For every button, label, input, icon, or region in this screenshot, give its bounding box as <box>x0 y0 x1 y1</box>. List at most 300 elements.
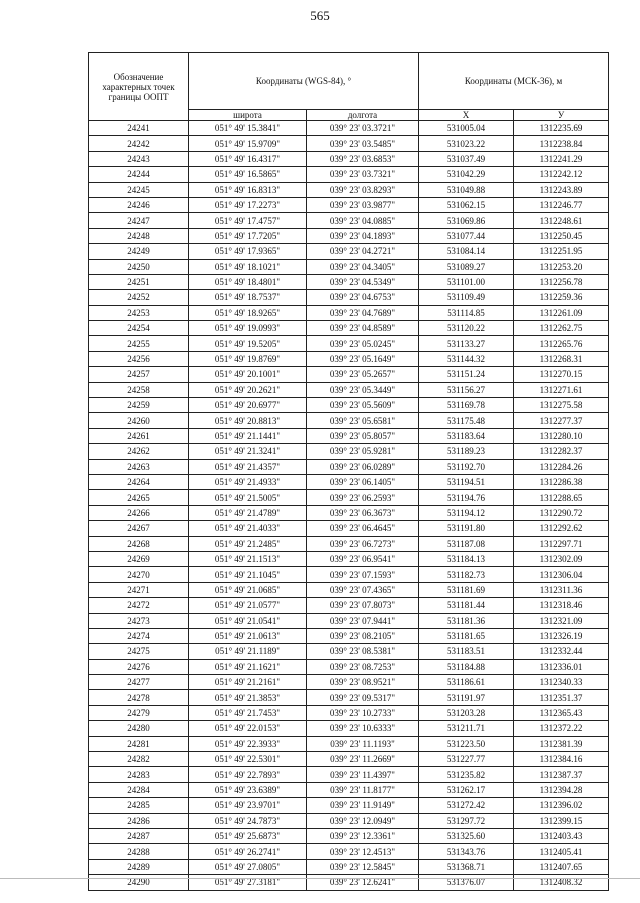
latitude-cell: 051° 49' 18.1021" <box>189 259 307 274</box>
y-cell: 1312394.28 <box>514 782 609 797</box>
boundary-points-table <box>88 52 609 891</box>
y-cell: 1312311.36 <box>514 582 609 597</box>
latitude-cell: 051° 49' 22.3933" <box>189 736 307 751</box>
x-cell: 531062.15 <box>419 197 514 212</box>
x-cell: 531181.36 <box>419 613 514 628</box>
point-id-cell: 24281 <box>89 736 189 751</box>
point-id-cell: 24290 <box>89 875 189 890</box>
x-cell: 531175.48 <box>419 413 514 428</box>
x-cell: 531084.14 <box>419 244 514 259</box>
table-body <box>89 121 609 891</box>
longitude-cell: 039° 23' 04.6753" <box>307 290 419 305</box>
x-cell: 531189.23 <box>419 444 514 459</box>
latitude-cell: 051° 49' 16.8313" <box>189 182 307 197</box>
y-cell: 1312396.02 <box>514 798 609 813</box>
point-id-cell: 24255 <box>89 336 189 351</box>
point-id-cell: 24265 <box>89 490 189 505</box>
table-row <box>89 521 609 536</box>
latitude-cell: 051° 49' 15.9709" <box>189 136 307 151</box>
table-row <box>89 136 609 151</box>
point-id-cell: 24271 <box>89 582 189 597</box>
longitude-cell: 039° 23' 04.8589" <box>307 321 419 336</box>
latitude-cell: 051° 49' 20.8813" <box>189 413 307 428</box>
page-number: 565 <box>310 8 330 23</box>
y-cell: 1312286.38 <box>514 474 609 489</box>
longitude-cell: 039° 23' 08.5381" <box>307 644 419 659</box>
longitude-cell: 039° 23' 03.3721" <box>307 121 419 136</box>
y-cell: 1312282.37 <box>514 444 609 459</box>
latitude-cell: 051° 49' 18.7537" <box>189 290 307 305</box>
x-cell: 531023.22 <box>419 136 514 151</box>
table-row <box>89 121 609 136</box>
table-row <box>89 182 609 197</box>
point-id-cell: 24285 <box>89 798 189 813</box>
point-id-cell: 24276 <box>89 659 189 674</box>
header-wgs84: Координаты (WGS-84), ° <box>189 53 419 110</box>
y-cell: 1312297.71 <box>514 536 609 551</box>
longitude-cell: 039° 23' 07.4365" <box>307 582 419 597</box>
point-id-cell: 24280 <box>89 721 189 736</box>
y-cell: 1312399.15 <box>514 813 609 828</box>
point-id-cell: 24275 <box>89 644 189 659</box>
point-id-cell: 24250 <box>89 259 189 274</box>
x-cell: 531191.80 <box>419 521 514 536</box>
y-cell: 1312318.46 <box>514 598 609 613</box>
header-latitude: широта <box>189 110 307 121</box>
table-row <box>89 844 609 859</box>
x-cell: 531120.22 <box>419 321 514 336</box>
x-cell: 531183.64 <box>419 428 514 443</box>
x-cell: 531184.88 <box>419 659 514 674</box>
x-cell: 531151.24 <box>419 367 514 382</box>
longitude-cell: 039° 23' 06.0289" <box>307 459 419 474</box>
latitude-cell: 051° 49' 20.1001" <box>189 367 307 382</box>
latitude-cell: 051° 49' 17.9365" <box>189 244 307 259</box>
y-cell: 1312253.20 <box>514 259 609 274</box>
table-row <box>89 367 609 382</box>
x-cell: 531042.29 <box>419 167 514 182</box>
latitude-cell: 051° 49' 21.4357" <box>189 459 307 474</box>
longitude-cell: 039° 23' 10.2733" <box>307 705 419 720</box>
longitude-cell: 039° 23' 07.8073" <box>307 598 419 613</box>
x-cell: 531144.32 <box>419 351 514 366</box>
longitude-cell: 039° 23' 03.9877" <box>307 197 419 212</box>
table-row <box>89 628 609 643</box>
x-cell: 531194.76 <box>419 490 514 505</box>
y-cell: 1312248.61 <box>514 213 609 228</box>
point-id-cell: 24263 <box>89 459 189 474</box>
y-cell: 1312372.22 <box>514 721 609 736</box>
x-cell: 531156.27 <box>419 382 514 397</box>
y-cell: 1312256.78 <box>514 274 609 289</box>
longitude-cell: 039° 23' 12.0949" <box>307 813 419 828</box>
point-id-cell: 24244 <box>89 167 189 182</box>
y-cell: 1312250.45 <box>514 228 609 243</box>
longitude-cell: 039° 23' 12.3361" <box>307 828 419 843</box>
longitude-cell: 039° 23' 03.5485" <box>307 136 419 151</box>
table-row <box>89 398 609 413</box>
y-cell: 1312387.37 <box>514 767 609 782</box>
table-row <box>89 413 609 428</box>
latitude-cell: 051° 49' 17.4757" <box>189 213 307 228</box>
x-cell: 531069.86 <box>419 213 514 228</box>
y-cell: 1312235.69 <box>514 121 609 136</box>
header-longitude: долгота <box>307 110 419 121</box>
header-msk36: Координаты (МСК-36), м <box>419 53 609 110</box>
header-y: У <box>514 110 609 121</box>
table-row <box>89 274 609 289</box>
x-cell: 531183.51 <box>419 644 514 659</box>
point-id-cell: 24264 <box>89 474 189 489</box>
y-cell: 1312268.31 <box>514 351 609 366</box>
x-cell: 531077.44 <box>419 228 514 243</box>
y-cell: 1312365.43 <box>514 705 609 720</box>
longitude-cell: 039° 23' 06.1405" <box>307 474 419 489</box>
point-id-cell: 24241 <box>89 121 189 136</box>
point-id-cell: 24273 <box>89 613 189 628</box>
x-cell: 531133.27 <box>419 336 514 351</box>
latitude-cell: 051° 49' 21.0577" <box>189 598 307 613</box>
y-cell: 1312277.37 <box>514 413 609 428</box>
latitude-cell: 051° 49' 21.4789" <box>189 505 307 520</box>
point-id-cell: 24258 <box>89 382 189 397</box>
point-id-cell: 24251 <box>89 274 189 289</box>
table-row <box>89 336 609 351</box>
x-cell: 531169.78 <box>419 398 514 413</box>
point-id-cell: 24260 <box>89 413 189 428</box>
point-id-cell: 24268 <box>89 536 189 551</box>
y-cell: 1312280.10 <box>514 428 609 443</box>
longitude-cell: 039° 23' 04.5349" <box>307 274 419 289</box>
table-row <box>89 444 609 459</box>
longitude-cell: 039° 23' 11.8177" <box>307 782 419 797</box>
point-id-cell: 24269 <box>89 551 189 566</box>
x-cell: 531191.97 <box>419 690 514 705</box>
x-cell: 531101.00 <box>419 274 514 289</box>
latitude-cell: 051° 49' 21.5005" <box>189 490 307 505</box>
table-row <box>89 474 609 489</box>
x-cell: 531227.77 <box>419 752 514 767</box>
longitude-cell: 039° 23' 10.6333" <box>307 721 419 736</box>
y-cell: 1312302.09 <box>514 551 609 566</box>
longitude-cell: 039° 23' 04.2721" <box>307 244 419 259</box>
longitude-cell: 039° 23' 03.6853" <box>307 151 419 166</box>
table-row <box>89 290 609 305</box>
table-row <box>89 828 609 843</box>
longitude-cell: 039° 23' 12.6241" <box>307 875 419 890</box>
longitude-cell: 039° 23' 06.7273" <box>307 536 419 551</box>
longitude-cell: 039° 23' 06.9541" <box>307 551 419 566</box>
latitude-cell: 051° 49' 21.1441" <box>189 428 307 443</box>
x-cell: 531049.88 <box>419 182 514 197</box>
latitude-cell: 051° 49' 22.5301" <box>189 752 307 767</box>
x-cell: 531181.65 <box>419 628 514 643</box>
point-id-cell: 24288 <box>89 844 189 859</box>
latitude-cell: 051° 49' 21.1621" <box>189 659 307 674</box>
point-id-cell: 24279 <box>89 705 189 720</box>
longitude-cell: 039° 23' 07.9441" <box>307 613 419 628</box>
y-cell: 1312288.65 <box>514 490 609 505</box>
y-cell: 1312284.26 <box>514 459 609 474</box>
table-row <box>89 567 609 582</box>
latitude-cell: 051° 49' 21.0685" <box>189 582 307 597</box>
table-row <box>89 490 609 505</box>
longitude-cell: 039° 23' 06.3673" <box>307 505 419 520</box>
x-cell: 531109.49 <box>419 290 514 305</box>
latitude-cell: 051° 49' 22.0153" <box>189 721 307 736</box>
table-row <box>89 675 609 690</box>
x-cell: 531187.08 <box>419 536 514 551</box>
x-cell: 531184.13 <box>419 551 514 566</box>
table-row <box>89 536 609 551</box>
y-cell: 1312403.43 <box>514 828 609 843</box>
latitude-cell: 051° 49' 21.7453" <box>189 705 307 720</box>
point-id-cell: 24253 <box>89 305 189 320</box>
latitude-cell: 051° 49' 21.1513" <box>189 551 307 566</box>
y-cell: 1312332.44 <box>514 644 609 659</box>
latitude-cell: 051° 49' 18.4801" <box>189 274 307 289</box>
latitude-cell: 051° 49' 23.9701" <box>189 798 307 813</box>
point-id-cell: 24286 <box>89 813 189 828</box>
x-cell: 531235.82 <box>419 767 514 782</box>
y-cell: 1312241.29 <box>514 151 609 166</box>
longitude-cell: 039° 23' 04.0885" <box>307 213 419 228</box>
latitude-cell: 051° 49' 24.7873" <box>189 813 307 828</box>
x-cell: 531343.76 <box>419 844 514 859</box>
y-cell: 1312246.77 <box>514 197 609 212</box>
longitude-cell: 039° 23' 11.9149" <box>307 798 419 813</box>
longitude-cell: 039° 23' 05.1649" <box>307 351 419 366</box>
longitude-cell: 039° 23' 12.4513" <box>307 844 419 859</box>
latitude-cell: 051° 49' 21.0541" <box>189 613 307 628</box>
point-id-cell: 24249 <box>89 244 189 259</box>
table-row <box>89 613 609 628</box>
longitude-cell: 039° 23' 04.3405" <box>307 259 419 274</box>
point-id-cell: 24252 <box>89 290 189 305</box>
x-cell: 531297.72 <box>419 813 514 828</box>
latitude-cell: 051° 49' 22.7893" <box>189 767 307 782</box>
longitude-cell: 039° 23' 07.1593" <box>307 567 419 582</box>
x-cell: 531223.50 <box>419 736 514 751</box>
latitude-cell: 051° 49' 17.2273" <box>189 197 307 212</box>
table-row <box>89 321 609 336</box>
y-cell: 1312265.76 <box>514 336 609 351</box>
x-cell: 531181.44 <box>419 598 514 613</box>
latitude-cell: 051° 49' 21.3241" <box>189 444 307 459</box>
point-id-cell: 24266 <box>89 505 189 520</box>
point-id-cell: 24257 <box>89 367 189 382</box>
x-cell: 531325.60 <box>419 828 514 843</box>
y-cell: 1312261.09 <box>514 305 609 320</box>
table-row <box>89 582 609 597</box>
table-row <box>89 875 609 890</box>
longitude-cell: 039° 23' 05.3449" <box>307 382 419 397</box>
point-id-cell: 24278 <box>89 690 189 705</box>
y-cell: 1312238.84 <box>514 136 609 151</box>
latitude-cell: 051° 49' 21.4033" <box>189 521 307 536</box>
table-row <box>89 505 609 520</box>
table-row <box>89 259 609 274</box>
y-cell: 1312321.09 <box>514 613 609 628</box>
point-id-cell: 24270 <box>89 567 189 582</box>
table-row <box>89 197 609 212</box>
table-row <box>89 598 609 613</box>
table-row <box>89 428 609 443</box>
y-cell: 1312243.89 <box>514 182 609 197</box>
table-row <box>89 736 609 751</box>
y-cell: 1312407.65 <box>514 859 609 874</box>
table-row <box>89 798 609 813</box>
latitude-cell: 051° 49' 21.2485" <box>189 536 307 551</box>
longitude-cell: 039° 23' 08.9521" <box>307 675 419 690</box>
longitude-cell: 039° 23' 04.1893" <box>307 228 419 243</box>
y-cell: 1312340.33 <box>514 675 609 690</box>
longitude-cell: 039° 23' 03.7321" <box>307 167 419 182</box>
latitude-cell: 051° 49' 17.7205" <box>189 228 307 243</box>
point-id-cell: 24272 <box>89 598 189 613</box>
x-cell: 531182.73 <box>419 567 514 582</box>
y-cell: 1312408.32 <box>514 875 609 890</box>
latitude-cell: 051° 49' 20.2621" <box>189 382 307 397</box>
x-cell: 531194.51 <box>419 474 514 489</box>
x-cell: 531005.04 <box>419 121 514 136</box>
x-cell: 531211.71 <box>419 721 514 736</box>
x-cell: 531192.70 <box>419 459 514 474</box>
y-cell: 1312271.61 <box>514 382 609 397</box>
point-id-cell: 24261 <box>89 428 189 443</box>
table-row <box>89 551 609 566</box>
header-point-id: Обозначение характерных точек границы ООПТ <box>89 53 189 121</box>
y-cell: 1312262.75 <box>514 321 609 336</box>
longitude-cell: 039° 23' 05.5609" <box>307 398 419 413</box>
y-cell: 1312336.01 <box>514 659 609 674</box>
latitude-cell: 051° 49' 23.6389" <box>189 782 307 797</box>
table-row <box>89 213 609 228</box>
header-x: X <box>419 110 514 121</box>
y-cell: 1312242.12 <box>514 167 609 182</box>
longitude-cell: 039° 23' 04.7689" <box>307 305 419 320</box>
latitude-cell: 051° 49' 21.1189" <box>189 644 307 659</box>
latitude-cell: 051° 49' 19.8769" <box>189 351 307 366</box>
table-row <box>89 752 609 767</box>
x-cell: 531272.42 <box>419 798 514 813</box>
point-id-cell: 24242 <box>89 136 189 151</box>
longitude-cell: 039° 23' 08.7253" <box>307 659 419 674</box>
point-id-cell: 24284 <box>89 782 189 797</box>
x-cell: 531203.28 <box>419 705 514 720</box>
table-row <box>89 659 609 674</box>
latitude-cell: 051° 49' 19.5205" <box>189 336 307 351</box>
table-row <box>89 167 609 182</box>
x-cell: 531376.07 <box>419 875 514 890</box>
point-id-cell: 24277 <box>89 675 189 690</box>
latitude-cell: 051° 49' 20.6977" <box>189 398 307 413</box>
point-id-cell: 24259 <box>89 398 189 413</box>
latitude-cell: 051° 49' 18.9265" <box>189 305 307 320</box>
longitude-cell: 039° 23' 09.5317" <box>307 690 419 705</box>
longitude-cell: 039° 23' 11.2669" <box>307 752 419 767</box>
point-id-cell: 24282 <box>89 752 189 767</box>
longitude-cell: 039° 23' 03.8293" <box>307 182 419 197</box>
longitude-cell: 039° 23' 08.2105" <box>307 628 419 643</box>
point-id-cell: 24267 <box>89 521 189 536</box>
longitude-cell: 039° 23' 11.1193" <box>307 736 419 751</box>
y-cell: 1312405.41 <box>514 844 609 859</box>
table-row <box>89 151 609 166</box>
longitude-cell: 039° 23' 11.4397" <box>307 767 419 782</box>
x-cell: 531368.71 <box>419 859 514 874</box>
y-cell: 1312306.04 <box>514 567 609 582</box>
y-cell: 1312290.72 <box>514 505 609 520</box>
latitude-cell: 051° 49' 21.1045" <box>189 567 307 582</box>
x-cell: 531114.85 <box>419 305 514 320</box>
table-row <box>89 351 609 366</box>
latitude-cell: 051° 49' 27.0805" <box>189 859 307 874</box>
x-cell: 531181.69 <box>419 582 514 597</box>
page-bottom-rule <box>0 878 640 879</box>
point-id-cell: 24254 <box>89 321 189 336</box>
table-row <box>89 644 609 659</box>
longitude-cell: 039° 23' 05.0245" <box>307 336 419 351</box>
x-cell: 531262.17 <box>419 782 514 797</box>
table-row <box>89 767 609 782</box>
point-id-cell: 24274 <box>89 628 189 643</box>
table-row <box>89 690 609 705</box>
point-id-cell: 24246 <box>89 197 189 212</box>
y-cell: 1312292.62 <box>514 521 609 536</box>
latitude-cell: 051° 49' 16.5865" <box>189 167 307 182</box>
y-cell: 1312275.58 <box>514 398 609 413</box>
point-id-cell: 24287 <box>89 828 189 843</box>
latitude-cell: 051° 49' 15.3841" <box>189 121 307 136</box>
table-row <box>89 782 609 797</box>
point-id-cell: 24289 <box>89 859 189 874</box>
latitude-cell: 051° 49' 21.0613" <box>189 628 307 643</box>
table-row <box>89 705 609 720</box>
table-row <box>89 244 609 259</box>
latitude-cell: 051° 49' 21.3853" <box>189 690 307 705</box>
table-row <box>89 382 609 397</box>
point-id-cell: 24243 <box>89 151 189 166</box>
table-row <box>89 859 609 874</box>
point-id-cell: 24247 <box>89 213 189 228</box>
y-cell: 1312251.95 <box>514 244 609 259</box>
longitude-cell: 039° 23' 06.2593" <box>307 490 419 505</box>
latitude-cell: 051° 49' 19.0993" <box>189 321 307 336</box>
longitude-cell: 039° 23' 05.6581" <box>307 413 419 428</box>
point-id-cell: 24256 <box>89 351 189 366</box>
table-row <box>89 721 609 736</box>
longitude-cell: 039° 23' 12.5845" <box>307 859 419 874</box>
longitude-cell: 039° 23' 05.8057" <box>307 428 419 443</box>
y-cell: 1312326.19 <box>514 628 609 643</box>
y-cell: 1312384.16 <box>514 752 609 767</box>
table-row <box>89 305 609 320</box>
latitude-cell: 051° 49' 21.2161" <box>189 675 307 690</box>
table-row <box>89 228 609 243</box>
table-row <box>89 813 609 828</box>
y-cell: 1312351.37 <box>514 690 609 705</box>
point-id-cell: 24248 <box>89 228 189 243</box>
point-id-cell: 24245 <box>89 182 189 197</box>
latitude-cell: 051° 49' 25.6873" <box>189 828 307 843</box>
y-cell: 1312381.39 <box>514 736 609 751</box>
x-cell: 531037.49 <box>419 151 514 166</box>
x-cell: 531089.27 <box>419 259 514 274</box>
y-cell: 1312259.36 <box>514 290 609 305</box>
table-row <box>89 459 609 474</box>
y-cell: 1312270.15 <box>514 367 609 382</box>
